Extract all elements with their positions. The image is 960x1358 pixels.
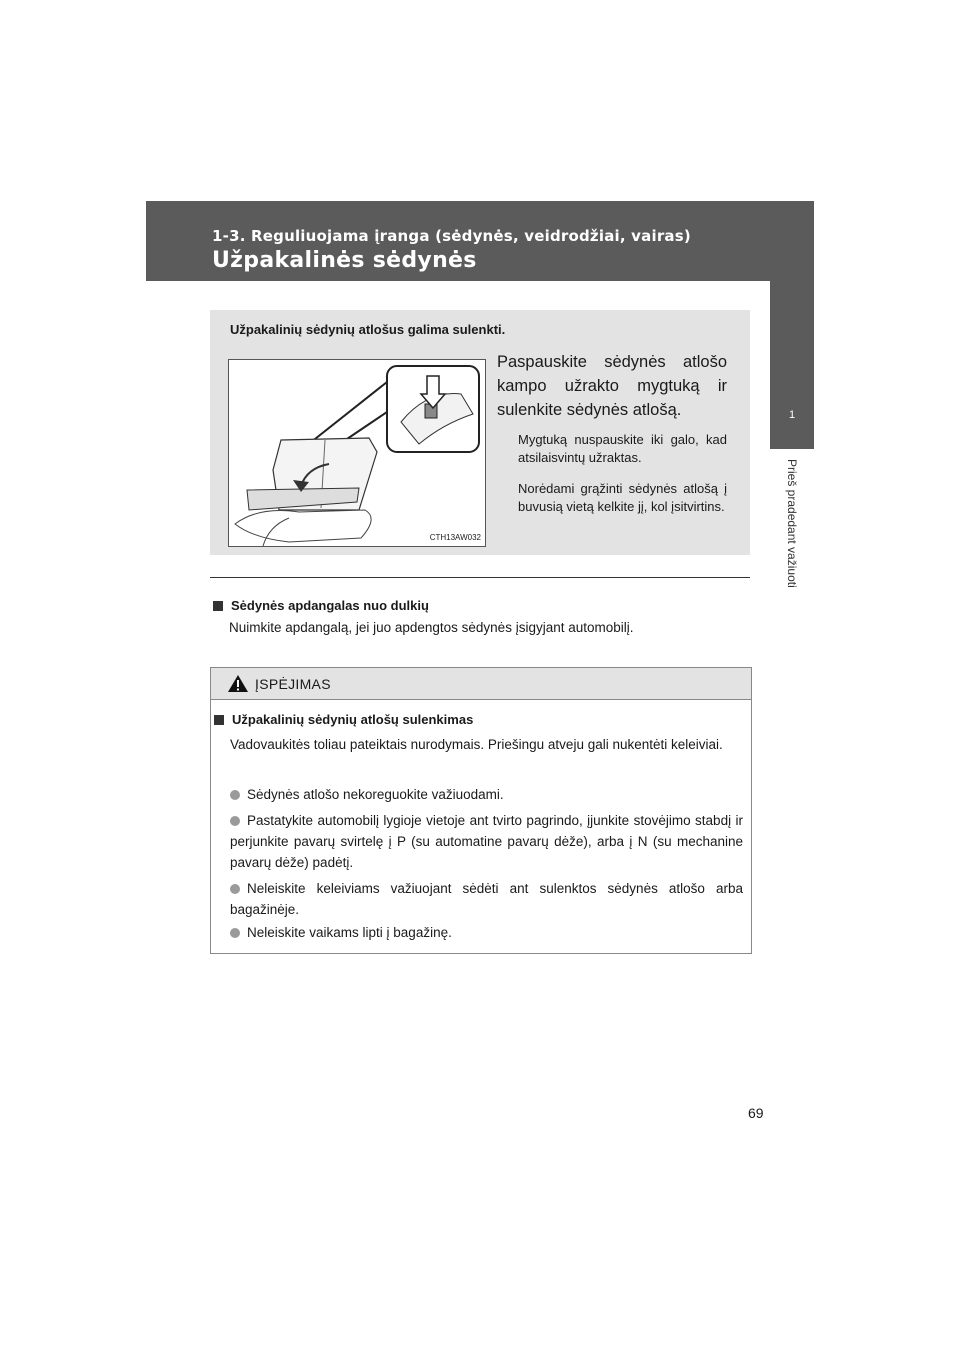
square-bullet-icon — [213, 601, 223, 611]
warning-heading — [214, 712, 473, 727]
warning-item — [230, 784, 743, 805]
side-tab-label-box — [770, 449, 814, 719]
warning-item-text: Neleiskite keleiviams važiuojant sėdėti ant sulenktos sėdynės atlošo arba bagažinėje. — [230, 881, 743, 917]
warning-title: ĮSPĖJIMAS — [255, 676, 331, 692]
warning-item-text: Sėdynės atlošo nekoreguokite važiuodami. — [247, 787, 504, 802]
warning-triangle-icon — [227, 674, 249, 693]
warning-box — [210, 667, 752, 954]
warning-item — [230, 878, 743, 920]
side-tab-label: Prieš pradedant važiuoti — [785, 459, 799, 588]
warning-item-text: Neleiskite vaikams lipti į bagažinę. — [247, 925, 452, 940]
note-body: Nuimkite apdangalą, jei juo apdengtos sėdynės įsigyjant automobilį. — [229, 620, 634, 635]
page-title: Užpakalinės sėdynės — [212, 248, 477, 273]
info-intro: Užpakalinių sėdynių atlošus galima sulenkti. — [230, 322, 506, 337]
side-tab-chapter: 1 — [770, 381, 814, 449]
info-box — [210, 310, 750, 555]
note-heading-text: Sėdynės apdangalas nuo dulkių — [231, 598, 429, 613]
warning-item — [230, 810, 743, 873]
seat-folding-drawing — [229, 360, 485, 546]
seat-folding-illustration — [228, 359, 486, 547]
bullet-dot-icon — [230, 884, 240, 894]
warning-intro: Vadovaukitės toliau pateiktais nurodymais. Priešingu atveju gali nukentėti keleiviai. — [230, 737, 723, 752]
instruction-note-1: Mygtuką nuspauskite iki galo, kad atsilaisvintų užraktas. — [518, 432, 727, 465]
bullet-dot-icon — [230, 928, 240, 938]
instruction-note-2: Norėdami grąžinti sėdynės atlošą į buvusią vietą kelkite jį, kol įsitvirtins. — [518, 481, 727, 514]
section-divider — [210, 577, 750, 578]
header-band — [146, 201, 814, 281]
figure-code: CTH13AW032 — [429, 533, 481, 542]
square-bullet-icon — [214, 715, 224, 725]
page-number: 69 — [748, 1105, 764, 1121]
bullet-dot-icon — [230, 790, 240, 800]
side-tab-top — [770, 201, 814, 381]
warning-heading-text: Užpakalinių sėdynių atlošų sulenkimas — [232, 712, 474, 727]
instruction-main: Paspauskite sėdynės atlošo kampo užrakto mygtuką ir sulenkite sėdynės atlošą. — [497, 353, 727, 419]
warning-header — [211, 668, 751, 700]
bullet-dot-icon — [230, 816, 240, 826]
warning-item — [230, 922, 743, 943]
section-label: 1-3. Reguliuojama įranga (sėdynės, veidrodžiai, vairas) — [212, 227, 691, 245]
warning-item-text: Pastatykite automobilį lygioje vietoje ant tvirto pagrindo, įjunkite stovėjimo stabdį ir perjunkite pavarų svirtelę į P (su automatine pavarų dėže), arba į N (su mechanine pavarų dėže) padėtį. — [230, 813, 743, 870]
note-heading — [213, 598, 429, 613]
